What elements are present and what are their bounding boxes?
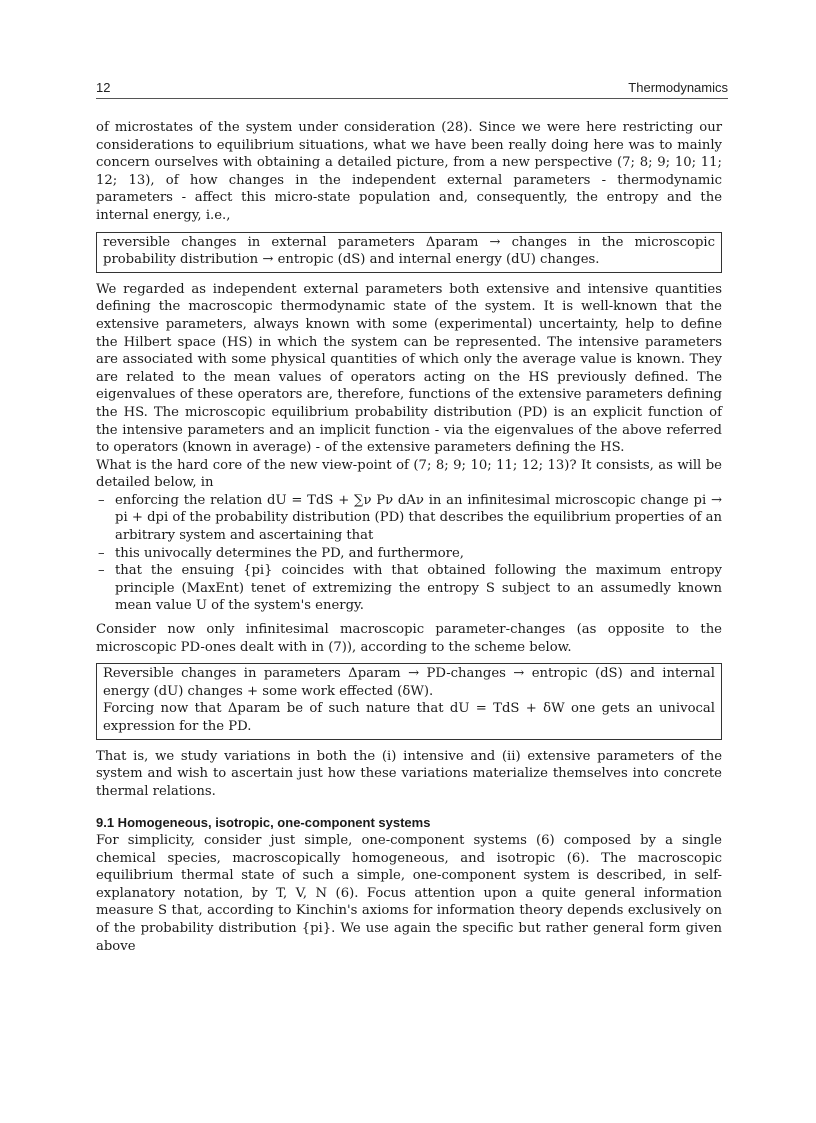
paragraph-6: For simplicity, consider just simple, one-component systems (6) composed by a single chemical species, macroscopically homogeneous, and isotropic (6). The macroscopic equilibrium thermal state of such a simple, one-component system is described, in self-explanatory notation, by T, V, N (6). Focus attention upon a quite general information measure S that, according to Kinchin's axioms for information theory depends exclusively on of the probability distribution {pi}. We use again the specific but rather general form given above [96,832,722,954]
scheme-box-2-line-2: Forcing now that Δparam be of such nature that dU = TdS + δW one gets an univocal expression for the PD. [103,701,715,734]
paragraph-5: That is, we study variations in both the (i) intensive and (ii) extensive parameters of the system and wish to ascertain just how these variations materialize themselves into concrete thermal relations. [96,748,722,799]
scheme-box-1-text: reversible changes in external parameters Δparam → changes in the microscopic probability distribution → entropic (dS) and internal energy (dU) changes. [103,234,715,268]
running-title: Thermodynamics [628,80,728,95]
main-text [96,119,722,955]
bullet-list [96,492,722,615]
list-item: – this univocally determines the PD, and furthermore, [98,545,464,561]
paragraph-3: What is the hard core of the new view-point of (7; 8; 9; 10; 11; 12; 13)? It consists, as will be detailed below, in [96,457,722,491]
dash-bullet: – [98,492,105,508]
paragraph-1: of microstates of the system under consideration (28). Since we were here restricting our considerations to equilibrium situations, what we have been really doing here was to mainly concern ourselves with obtaining a detailed picture, from a new perspective (7; 8; 9; 10; 11; 12; 13), of how changes in the independent external parameters - thermodynamic parameters - affect this micro-state population and, consequently, the entropy and the internal energy, i.e., [96,120,722,223]
scheme-box-2 [96,663,722,739]
paragraph-4: Consider now only infinitesimal macroscopic parameter-changes (as opposite to the microscopic PD-ones dealt with in (7)), according to the scheme below. [96,622,722,655]
dash-bullet: – [98,563,105,579]
page-number: 12 [96,80,111,95]
scheme-box-2-line-1: Reversible changes in parameters Δparam → PD-changes → entropic (dS) and internal energy (dU) changes + some work effected (δW). [103,666,715,699]
running-header [96,80,728,99]
paragraph-2: We regarded as independent external parameters both extensive and intensive quantities defining the macroscopic thermodynamic state of the system. It is well-known that the extensive parameters, always known with some (experimental) uncertainty, help to define the Hilbert space (HS) in which the system can be represented. The intensive parameters are associated with some physical quantities of which only the average value is known. They are related to the mean values of operators acting on the HS previously defined. The eigenvalues of these operators are, therefore, functions of the extensive parameters defining the HS. The microscopic equilibrium probability distribution (PD) is an explicit function of the intensive parameters and an implicit function - via the eigenvalues of the above referred to operators (known in average) - of the extensive parameters defining the HS. [96,281,722,456]
list-item: – that the ensuing {pi} coincides with that obtained following the maximum entropy principle (MaxEnt) tenet of extremizing the entropy S subject to an assumedly known mean value U of the system's energy. [98,563,722,614]
scheme-box-1 [96,232,722,273]
dash-bullet: – [98,545,105,561]
list-item: – enforcing the relation dU = TdS + ∑ν Pν dAν in an infinitesimal microscopic change pi → pi + dpi of the probability distribution (PD) that describes the equilibrium properties of an arbitrary system and ascertaining that [98,492,722,544]
section-heading: 9.1 Homogeneous, isotropic, one-component systems [96,815,431,831]
